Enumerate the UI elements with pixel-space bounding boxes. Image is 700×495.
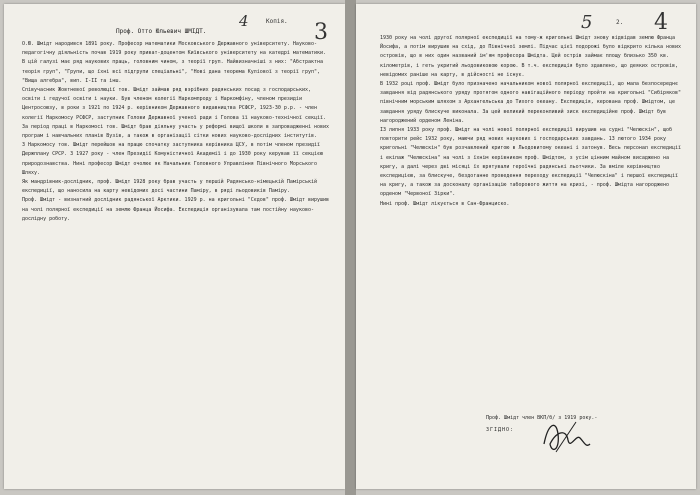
agreed-label: ЗГІДНО:: [486, 427, 515, 433]
page-number-handwritten-right: 3: [314, 20, 328, 45]
page-number-typed: 2.: [616, 19, 624, 26]
page-number-handwritten-center: 5: [581, 12, 593, 33]
page-number-handwritten-top: 4: [239, 12, 249, 30]
biography-text-part-1: О.Ю. Шмідт народився 1891 року. Професор математики Московського Державного університету. Науково-педагогічну діяльність почав 1919 року приват-доцентом Київського університету на катедрі математики. В цій галузі має ряд наукових праць, головним чином, з теорії груп. Найвизначніші з них: "Абстрактна теорія груп", "Групи, що їхні всі підгрупи спеціальні", "Нові дана теорема Куліової з теорії груп", "Вища алгебра", вип. І-ІІ та інш. Співучасник Жовтневої революції тов. Шмідт займав ряд вэрібних радянських посад з господарських, освіти і гедучої освіти і науки. Був членом колегії Наркомпроду і Наркомфіну, членом президіи Центросоюзу, в роки з 1921 по 1924 р. керівником Державного видавництва РСФСР, 1923-30 р.р. - член колегії Наркомосу РСФСР, заступник Голови Державної ученої ради і Голова її науково-технічної секції. За період праці в Наркомосі тов. Шмідт брав діяльну участь у реформі вищої школи в запровадженні нових програм і навчальних планів Вузів, а також в організації сітки нових науково-дослідних інститутів. З Наркомосу тов. Шмідт перейшов на працю спочатку заступника керівника ЦСУ, в потім членом президії Держплану СРСР. З 1927 року - член Президії Комуністичної Академії і до 1930 року керував її секцією природознавства. Нині професор Шмідт очолює як Начальник Головного Управління Північного Морського Шляху. Як мандрівник-дослідник, проф. Шмідт 1928 року брав участь у першій Радянсько-німецькій Памірській експедиції, що наносила на карту невідомих досі частини Паміру, в ряді льодовиків Паміру. Проф. Шмідт - визнатний дослідник радянської Арктики. 1929 р. на кригольні "Сєдов" проф. Шмідт вирушив на чолі полярної експедиції на землю Франца Йосифа. Експедиція організувала там постійну науково-дослідну роботу.: [22, 41, 330, 222]
handwritten-signature: [536, 414, 596, 459]
party-membership-line: Проф. Шмідт член ВКП/б/ з 1919 року.-: [486, 415, 598, 421]
copy-header-label: Копія.: [266, 18, 288, 25]
page-number-handwritten-right: 4: [654, 10, 668, 35]
document-page-right: [356, 4, 696, 489]
page-divider: [345, 0, 356, 495]
biography-text-part-2: 1930 року на чолі другої полярної експедиції на тому-ж кригольні Шмідт знову відвідав землю Франца Йосифа, а потім вирушив на схід, до Північної землі. Підчас цієї подорожі було відкрито кілька нових островів, що в них один названий ім'ям професора Шмідта. Цей острів займає площу близько 350 кв. кілометрів, і геть укритий льодовиковою корою. В т.ч. експедиція було здавлено, що деяких островів, невідомих раніше на карту, в дійсності не існує. В 1932 році проф. Шмідт було призначено начальником нової полярної експедиції, що мала безпосереднє завдання від радянського уряду протягом одного навігаційного періоду пройти на кригольні "Сибіряков" північним морським шляхом з Архангельська до Тихого океану. Експедиція, керована проф. Шмідтом, це завдання уряду блискуче виконала. За цей великий переконливий зиск експедиційне проф. Шмідт був нагороджений орденом Леніна. ІЗ липня 1933 року проф. Шмідт на чолі нової полярної експедиції вирушив на судні "Челюскін", щоб повторити рейс 1932 року, маючи ряд нових наукових і господарських завдань. 13 лютого 1934 року кригольні "Челюскін" був розчавлений кригою в Льодовитому океані і затонув. Весь персонал експедиції і екіпаж "Челюскіна" на чолі з їхнім керівником проф. Шмідтом, з усім цінним майном висаджено на кригу, а далі через дві місяці їх врятували героїчні радянські льотчики. За вміле керівництво експедицією, за блискуче, бездоганне проведення переходу експедиції "Челюскіна" і першої експедиції на кригу, а також за досконалу організацію таборового життя на кризі, - проф. Шмідта нагороджено орденом "Червоної Зірки". Нині проф. Шмідт лікується в Сан-Франциско.: [380, 35, 682, 207]
document-page-left: [4, 4, 345, 489]
document-title: Проф. Отто Юльевич ШМІДТ.: [116, 28, 207, 35]
